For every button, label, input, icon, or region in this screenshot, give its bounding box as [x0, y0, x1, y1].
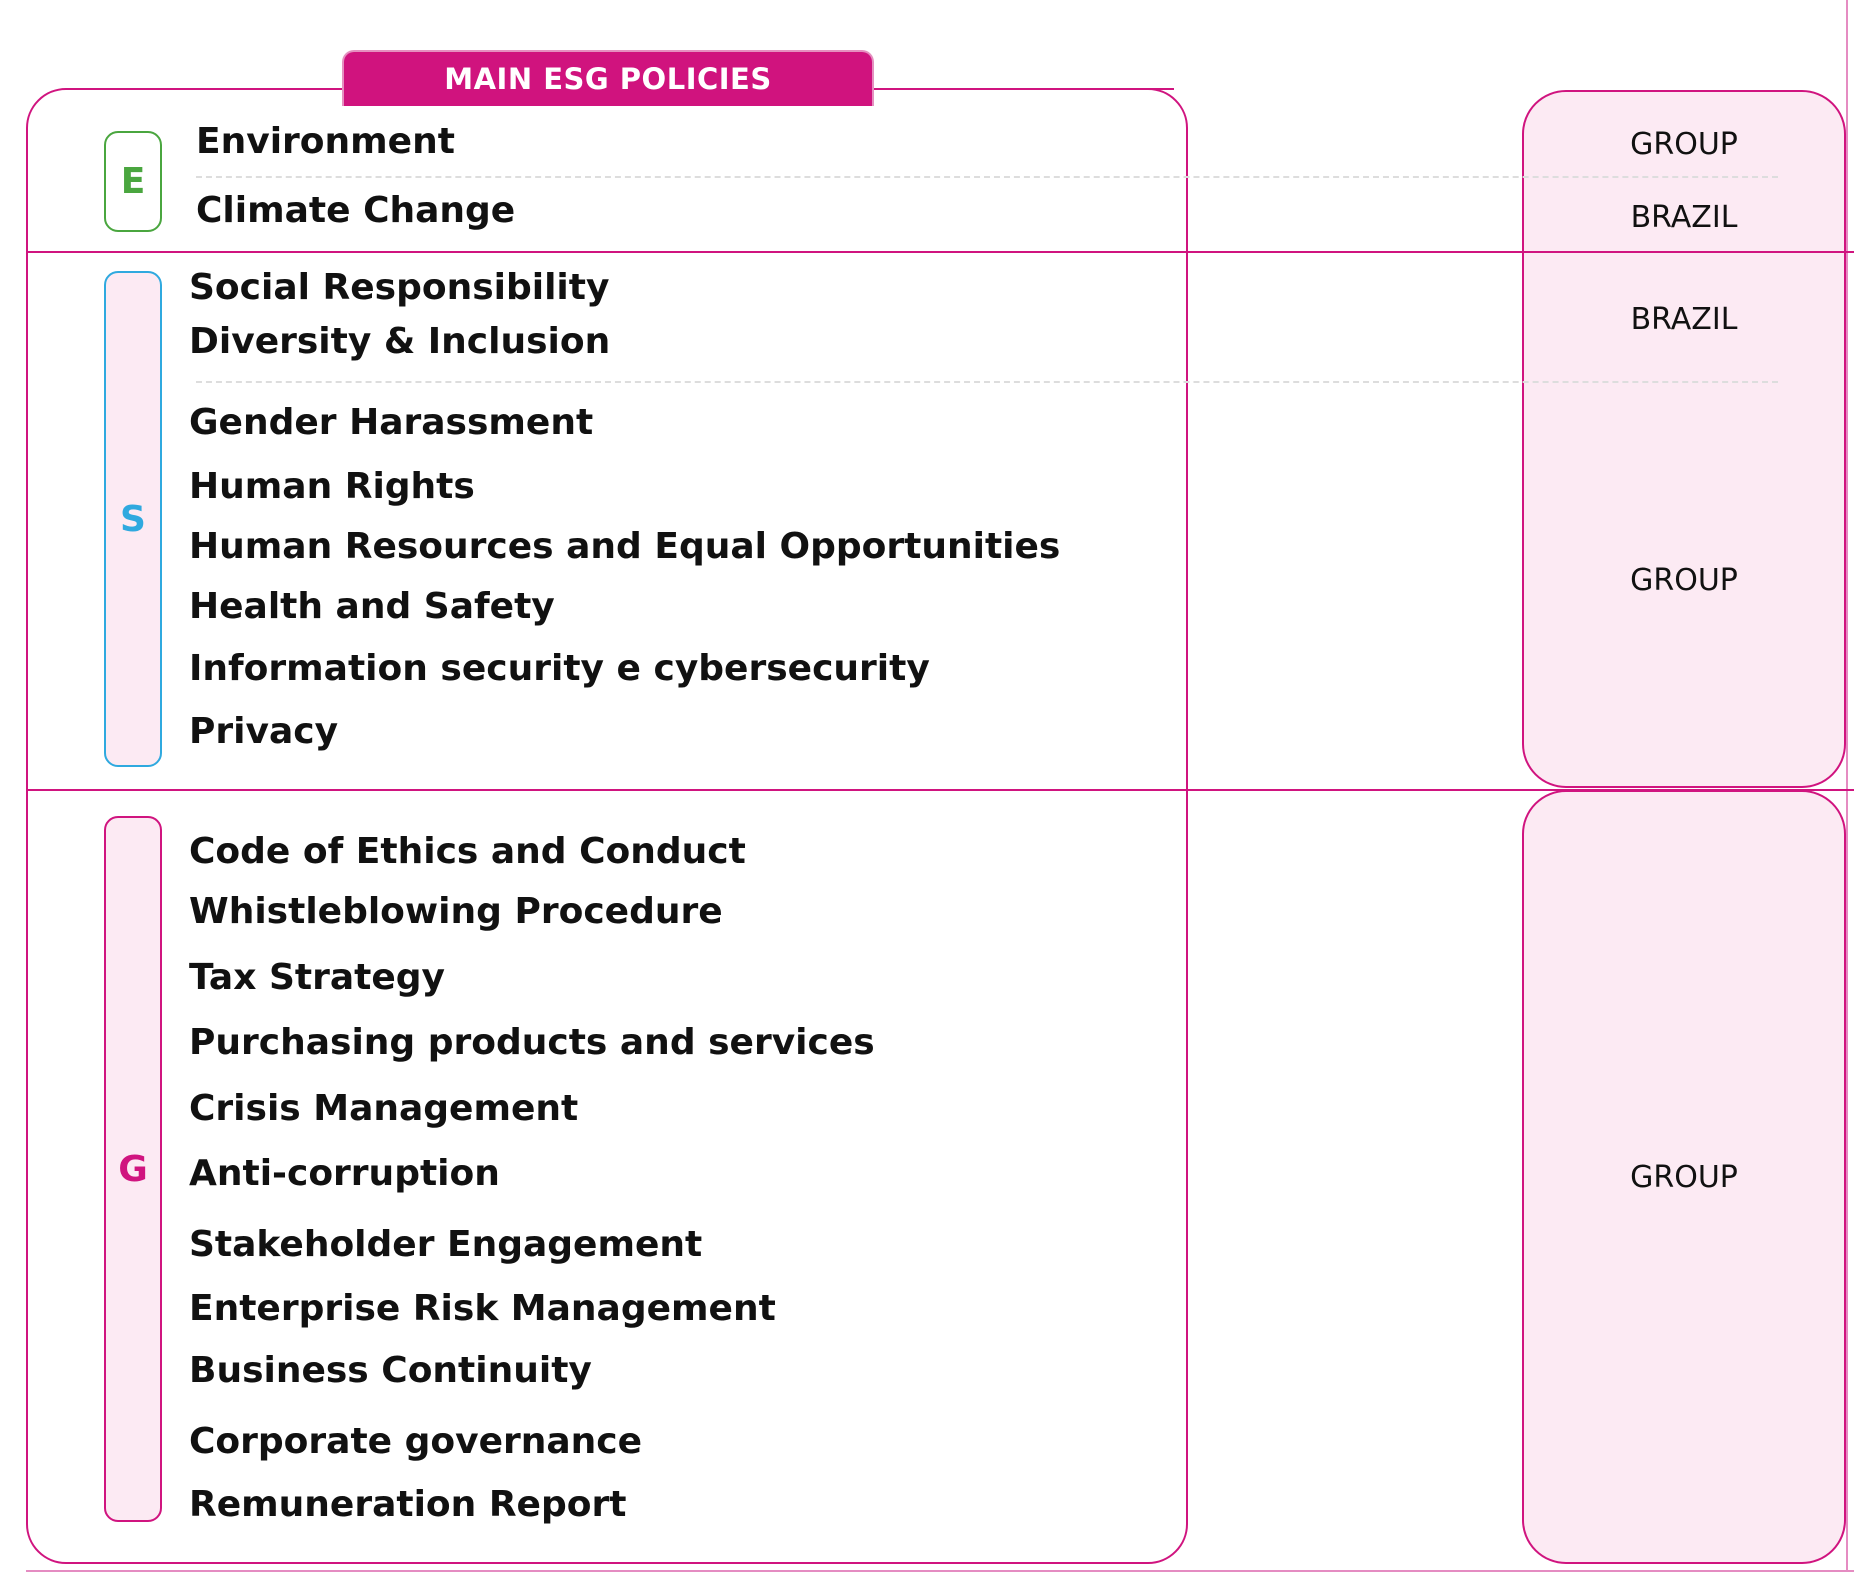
policy-item: Code of Ethics and Conduct	[189, 831, 746, 872]
right-edge-line	[1846, 0, 1848, 1570]
scope-label-climate: BRAZIL	[1630, 200, 1738, 235]
scope-label-social-brazil: BRAZIL	[1630, 302, 1738, 337]
policy-item: Tax Strategy	[189, 957, 446, 998]
policy-item: Stakeholder Engagement	[189, 1224, 703, 1265]
policy-item: Climate Change	[196, 190, 516, 231]
policy-item: Business Continuity	[189, 1350, 592, 1391]
policy-item: Environment	[196, 121, 455, 162]
policy-item: Whistleblowing Procedure	[189, 891, 723, 932]
policy-item: Remuneration Report	[189, 1484, 627, 1525]
page-title: MAIN ESG POLICIES	[342, 50, 874, 106]
policy-item: Health and Safety	[189, 586, 555, 627]
policy-item: Privacy	[189, 711, 339, 752]
top-rule	[874, 88, 1174, 90]
policy-item: Social Responsibility	[189, 267, 610, 308]
section-divider-e-s	[26, 251, 1854, 253]
policy-item: Diversity & Inclusion	[189, 321, 611, 362]
policy-item: Gender Harassment	[189, 402, 594, 443]
governance-letter-badge: G	[104, 816, 162, 1522]
bottom-rule	[26, 1570, 1854, 1572]
policy-item: Information security e cybersecurity	[189, 648, 930, 689]
dashed-separator-social	[196, 381, 1778, 383]
scope-label-social-group: GROUP	[1630, 563, 1738, 598]
policy-item: Crisis Management	[189, 1088, 579, 1129]
policy-item: Anti-corruption	[189, 1153, 500, 1194]
scope-label-governance-group: GROUP	[1630, 1160, 1738, 1195]
scope-label-environment: GROUP	[1630, 127, 1738, 162]
dashed-separator-environment	[196, 176, 1778, 178]
section-divider-s-g	[26, 789, 1854, 791]
social-letter-badge: S	[104, 271, 162, 767]
policy-item: Corporate governance	[189, 1421, 643, 1462]
scope-box-top	[1522, 90, 1846, 788]
environment-letter-badge: E	[104, 131, 162, 232]
policy-item: Enterprise Risk Management	[189, 1288, 776, 1329]
policy-item: Purchasing products and services	[189, 1022, 875, 1063]
policy-item: Human Rights	[189, 466, 475, 507]
policy-item: Human Resources and Equal Opportunities	[189, 526, 1061, 567]
